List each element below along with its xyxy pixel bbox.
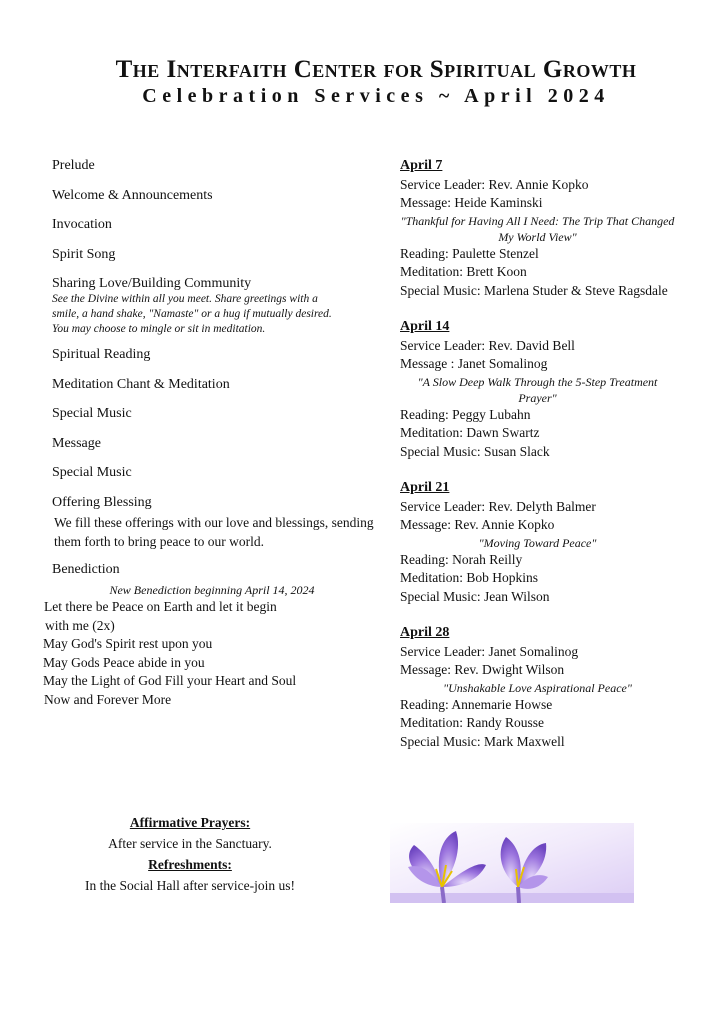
service-leader: Service Leader: Rev. Annie Kopko: [400, 176, 589, 192]
order-item-prelude: Prelude: [52, 158, 95, 173]
service-meditation: Meditation: Brett Koon: [400, 264, 527, 279]
service-reading: Reading: Peggy Lubahn: [400, 406, 531, 422]
service-title: "Unshakable Love Aspirational Peace": [443, 680, 632, 695]
service-music: Special Music: Susan Slack: [400, 443, 550, 459]
service-april-28: [400, 624, 700, 751]
service-date: April 7: [400, 158, 443, 173]
benediction-note: New Benediction beginning April 14, 2024: [109, 583, 315, 597]
order-of-service: [43, 157, 387, 709]
service-music: Special Music: Jean Wilson: [400, 588, 550, 604]
order-item-sharing-love: Sharing Love/Building Community: [52, 276, 252, 291]
service-leader: Service Leader: Rev. David Bell: [400, 337, 575, 353]
order-item-message: Message: [52, 435, 101, 451]
service-leader: Service Leader: Janet Somalinog: [400, 643, 579, 659]
benediction-line: Now and Forever More: [44, 691, 172, 707]
service-april-21: [400, 479, 700, 606]
order-item-welcome: Welcome & Announcements: [52, 187, 213, 203]
service-april-14: [400, 318, 700, 461]
affirmative-prayers-heading: Affirmative Prayers:: [129, 815, 251, 830]
service-meditation: Meditation: Randy Rousse: [400, 715, 544, 730]
order-item-special-music: Special Music: [52, 406, 132, 421]
benediction-line: with me (2x): [45, 617, 115, 633]
service-schedule: [400, 157, 700, 769]
service-title: "A Slow Deep Walk Through the 5-Step Treatment Prayer": [417, 374, 658, 405]
order-item-spirit-song: Spirit Song: [52, 246, 116, 262]
order-item-special-music-2: Special Music: [52, 465, 132, 480]
benediction-line: May Gods Peace abide in you: [43, 654, 205, 670]
service-date: April 28: [400, 625, 450, 640]
service-message: Message : Janet Somalinog: [400, 356, 548, 371]
service-title: "Thankful for Having All I Need: The Trip That Changed My World View": [400, 213, 675, 244]
page-title: The Interfaith Center for Spiritual Growth: [115, 56, 637, 83]
benediction-line: Let there be Peace on Earth and let it begin: [44, 599, 277, 614]
affirmative-prayers-text: After service in the Sanctuary.: [108, 836, 272, 851]
refreshments-text: In the Social Hall after service-join us!: [85, 878, 295, 893]
service-message: Message: Heide Kaminski: [400, 195, 543, 210]
refreshments-heading: Refreshments:: [148, 857, 232, 872]
benediction-line: May God's Spirit rest upon you: [43, 636, 213, 651]
benediction-text: [44, 598, 387, 709]
page-subtitle: Celebration Services ~ April 2024: [142, 85, 610, 107]
benediction-line: May the Light of God Fill your Heart and Soul: [43, 673, 297, 688]
service-message: Message: Rev. Dwight Wilson: [400, 662, 565, 677]
service-leader: Service Leader: Rev. Delyth Balmer: [400, 498, 596, 514]
service-meditation: Meditation: Dawn Swartz: [400, 425, 540, 440]
sharing-love-note: See the Divine within all you meet. Share greetings with a smile, a hand shake, "Namaste" or a hug if mutually desired. You may choose to mingle or sit in meditation.: [52, 293, 332, 335]
order-item-invocation: Invocation: [52, 217, 112, 232]
service-message: Message: Rev. Annie Kopko: [400, 517, 555, 532]
service-date: April 14: [400, 319, 450, 334]
service-date: April 21: [400, 480, 450, 495]
service-april-7: [400, 157, 700, 300]
offering-blessing-text: We fill these offerings with our love and blessings, sending them forth to bring peace to our world.: [54, 515, 374, 549]
crocus-flowers-image: [390, 823, 634, 903]
order-item-meditation: Meditation Chant & Meditation: [52, 376, 230, 392]
service-music: Special Music: Marlena Studer & Steve Ragsdale: [400, 282, 668, 298]
service-reading: Reading: Norah Reilly: [400, 551, 523, 567]
service-title: "Moving Toward Peace": [478, 535, 597, 550]
service-reading: Reading: Annemarie Howse: [400, 696, 553, 712]
order-item-offering-blessing: Offering Blessing: [52, 494, 152, 510]
order-item-spiritual-reading: Spiritual Reading: [52, 347, 151, 362]
service-meditation: Meditation: Bob Hopkins: [400, 570, 538, 585]
service-reading: Reading: Paulette Stenzel: [400, 245, 539, 261]
service-music: Special Music: Mark Maxwell: [400, 733, 565, 749]
footer-info: [55, 812, 325, 896]
order-item-benediction: Benediction: [52, 562, 120, 577]
